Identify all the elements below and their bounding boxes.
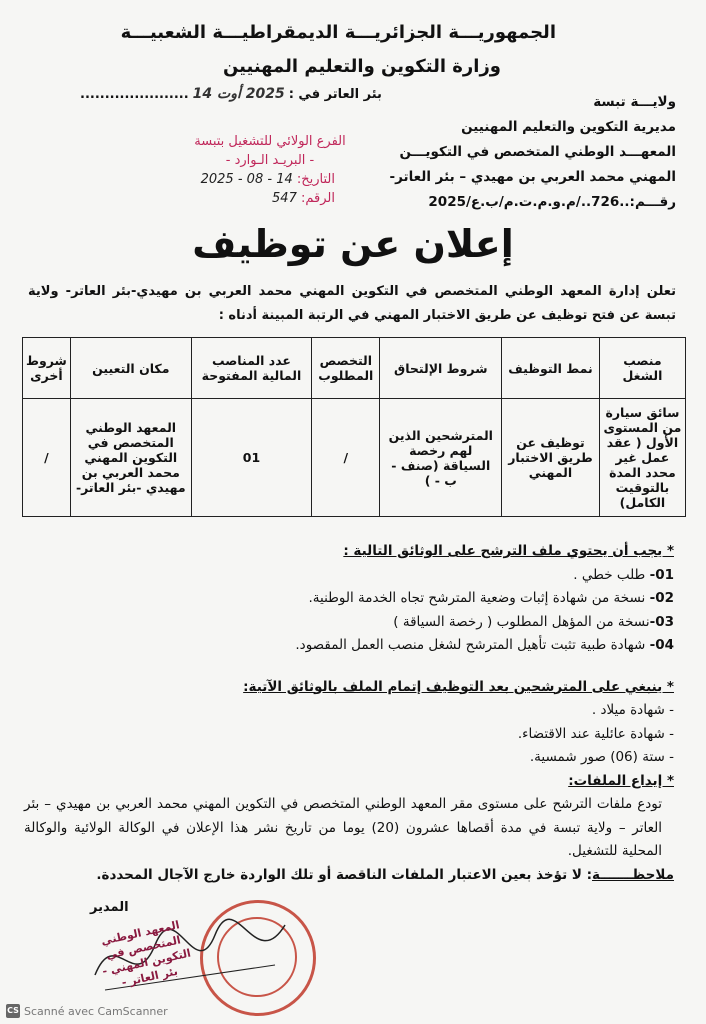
post-hire-docs-heading: * ينبغي على المترشحين بعد التوظيف إتمام الملف بالوثائق الآتية: [243, 678, 674, 695]
item-number: 03- [649, 613, 674, 630]
handwritten-date: 2025 أوت 14 [192, 86, 285, 102]
table-cell: / [23, 399, 71, 517]
table-cell: 01 [191, 399, 311, 517]
item-number: 04- [649, 637, 674, 653]
stamp-date-value: 14 - 08 - 2025 [200, 172, 293, 187]
stamp-number [150, 189, 390, 208]
ministry-header: وزارة التكوين والتعليم المهنيين [222, 56, 501, 77]
note-text: : لا تؤخذ بعين الاعتبار الملفات الناقصة أو تلك الواردة خارج الآجال المحددة. [96, 866, 593, 883]
place-date [80, 86, 382, 102]
institute-line-1: المعهـــد الوطني المتخصص في التكويـــن [399, 144, 676, 160]
wilaya: ولايـــة تبسة [593, 94, 676, 110]
stamp-date [150, 170, 390, 189]
place-date-label: بئر العاتر في : [288, 87, 382, 102]
list-item [24, 634, 674, 658]
camscanner-icon: CS [6, 1004, 20, 1018]
reference-number: رقـــم:..726../م.و.م.ت.م/ب.ع/2025 [428, 194, 676, 210]
institute-line-2: المهني محمد العربي بن مهيدي – بئر العاتر- [389, 169, 676, 185]
table-cell: المعهد الوطني المتخصص في التكوين المهني محمد العربي بن مهيدي -بئر العاتر- [70, 399, 191, 517]
list-item [24, 611, 674, 635]
note [24, 864, 674, 888]
list-item: - شهادة عائلية عند الاقتضاء. [517, 725, 674, 742]
page-title: إعلان عن توظيف [192, 222, 514, 266]
item-text: نسخة من شهادة إثبات وضعية المترشح تجاه الخدمة الوطنية. [308, 590, 650, 606]
issuer-block [390, 90, 676, 215]
director-title: المدير [90, 900, 129, 915]
list-item [24, 587, 674, 611]
date-dots: ...................... [80, 87, 189, 102]
item-text: طلب خطي . [573, 566, 650, 583]
col-header: عدد المناصب المالية المفتوحة [191, 338, 311, 399]
scanner-watermark [6, 1004, 168, 1018]
col-header: منصب الشغل [599, 338, 685, 399]
stamp-number-value: 547 [272, 191, 297, 206]
stamp-line-1: الفرع الولائي للتشغيل بتبسة [194, 134, 346, 149]
table-cell: / [312, 399, 380, 517]
republic-header: الجمهوريـــة الجزائريـــة الديمقراطيـــة الشعبيـــة [120, 22, 556, 43]
deposit-paragraph: تودع ملفات الترشح على مستوى مقر المعهد الوطني المتخصص في التكوين المهني محمد العربي بن مهيدي – بئر العاتر – ولاية تبسة في مدة أقصاها عشرون (20) يوما من تاريخ نشر هذا الإعلان في الوكالة الولائية والوكالة المحلية للتشغيل. [24, 796, 662, 859]
stamp-date-label: التاريخ: [296, 172, 335, 187]
item-number: 02- [649, 590, 674, 606]
jobs-table [22, 337, 686, 517]
required-docs-heading: * يجب أن يحتوي ملف الترشح على الوثائق التالية : [343, 543, 674, 559]
col-header: شروط الإلتحاق [380, 338, 502, 399]
col-header: نمط التوظيف [502, 338, 600, 399]
scanner-text: Scanné avec CamScanner [24, 1004, 168, 1018]
col-header: شروط أخرى [23, 338, 71, 399]
deposit-heading: * إيداع الملفات: [568, 772, 674, 789]
documents-section [24, 540, 674, 887]
received-mail-stamp [150, 132, 390, 206]
stamp-line-2: - البريـد الـوارد - [225, 153, 315, 168]
col-header: التخصص المطلوب [312, 338, 380, 399]
table-row [23, 399, 686, 517]
item-text: نسخة من المؤهل المطلوب ( رخصة السياقة ) [393, 613, 650, 630]
list-item: - شهادة ميلاد . [591, 702, 674, 718]
directorate: مديرية التكوين والتعليم المهنيين [461, 119, 676, 135]
table-header-row [23, 338, 686, 399]
table-cell: سائق سيارة من المستوى الأول ( عقد عمل غير محدد المدة بالتوقيت الكامل) [599, 399, 685, 517]
note-label: ملاحظـــــــة [592, 866, 674, 883]
item-number: 01- [649, 566, 674, 583]
item-text: شهادة طبية تثبت تأهيل المترشح لشغل منصب العمل المقصود. [295, 637, 650, 653]
intro-paragraph: تعلن إدارة المعهد الوطني المتخصص في التكوين المهني محمد العربي بن مهيدي-بئر العاتر- ولاية تبسة عن فتح توظيف عن طريق الاختبار المهني في الرتبة المبينة أدناه : [28, 284, 676, 323]
list-item: - ستة (06) صور شمسية. [529, 749, 674, 765]
list-item [24, 564, 674, 588]
director-stamp-text: المعهد الوطني المتخصص في التكوين المهني - بئر العاتر - [99, 918, 192, 990]
col-header: مكان التعيين [70, 338, 191, 399]
stamp-number-label: الرقم: [301, 191, 335, 206]
table-cell: المترشحين الذين لهم رخصة السياقة (صنف - ب - ) [380, 399, 502, 517]
table-cell: توظيف عن طريق الاختبار المهني [502, 399, 600, 517]
